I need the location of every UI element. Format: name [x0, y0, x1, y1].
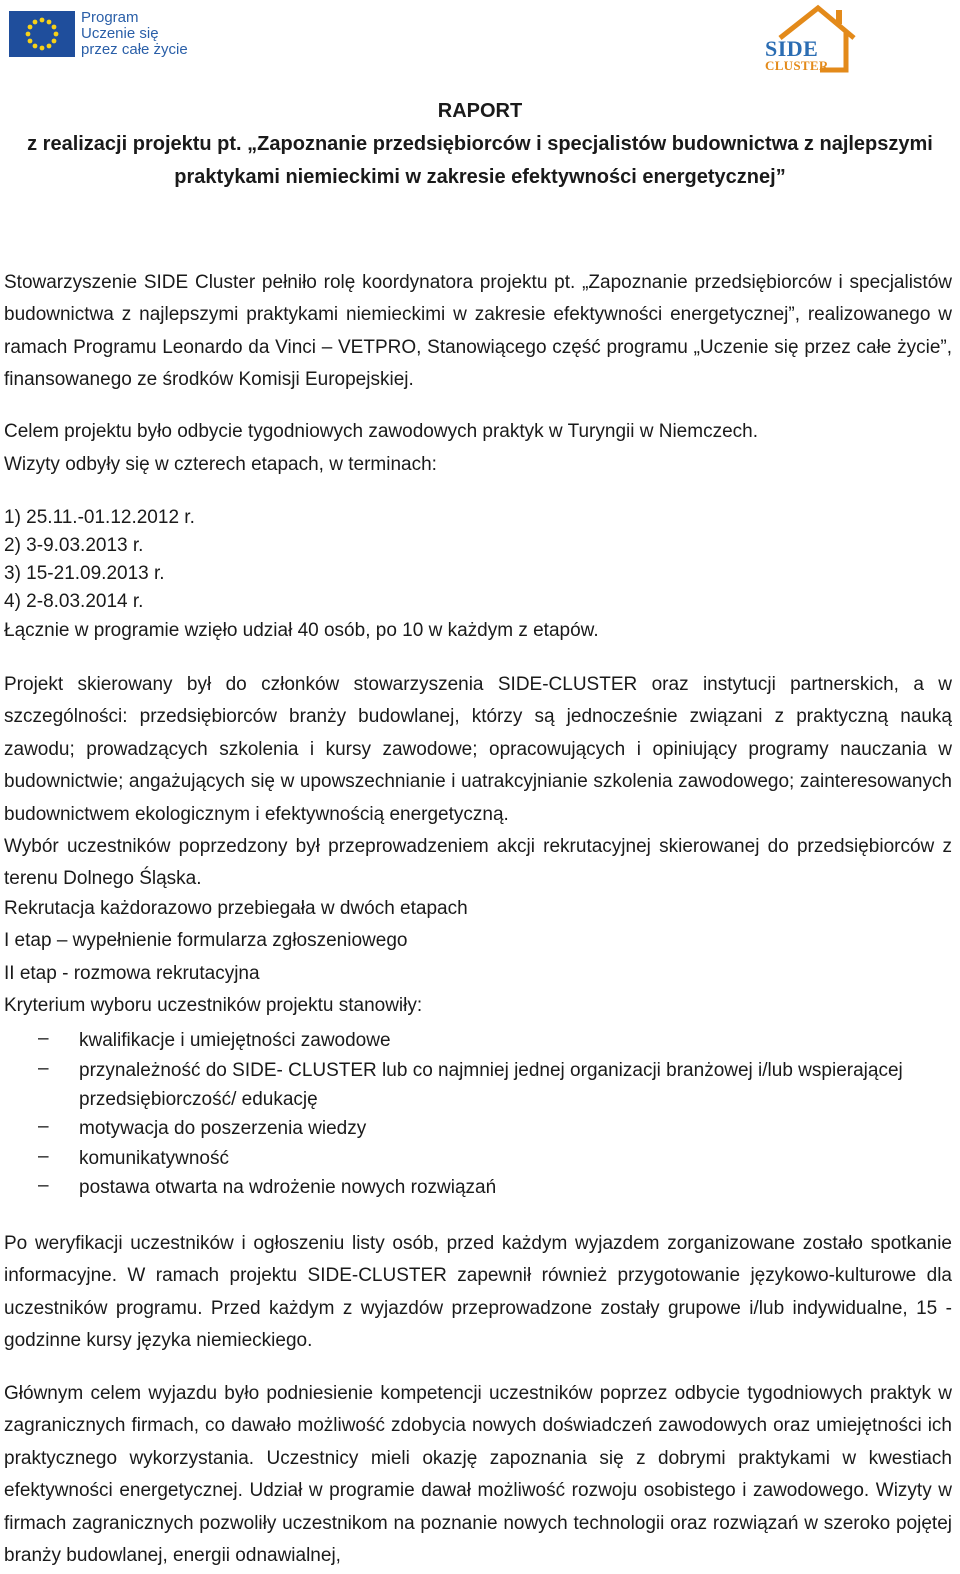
criteria-item-1: kwalifikacje i umiejętności zawodowe [79, 1030, 391, 1051]
date-item-1: 1) 25.11.-01.12.2012 r. [4, 507, 195, 528]
recruitment-stages: Rekrutacja każdorazowo przebiegała w dwóch etapach [4, 898, 468, 919]
side-logo-word: SIDE [765, 36, 819, 61]
criteria-item-4: komunikatywność [79, 1148, 229, 1169]
participants-total: Łącznie w programie wzięło udział 40 osób, po 10 w każdym z etapów. [4, 620, 599, 641]
main-goal-paragraph: Głównym celem wyjazdu było podniesienie kompetencji uczestników poprzez odbycie tygodniowych praktyk w zagranicznych firmach, co dawało możliwość zdobycia nowych doświadczeń zawodowych oraz umiejętności ich praktycznego wykorzystania. Uczestnicy mieli okazję zapoznania się z dobrymi praktykami w kwestiach efektywności energetycznej. Udział w programie dawał możliwość rozwoju osobistego i zawodowego. Wizyty w firmach zagranicznych pozwoliły uczestnikom na poznanie nowych technologii oraz rozwiązań w szeroko pojętej branży budowlanej, energii odnawialnej, [4, 1383, 952, 1567]
preparation-paragraph: Po weryfikacji uczestników i ogłoszeniu listy osób, przed każdym wyjazdem zorganizowane zostało spotkanie informacyjne. W ramach projektu SIDE-CLUSTER zapewnił również przygotowanie językowo-kulturowe dla uczestników programu. Przed każdym z wyjazdów przeprowadzone zostały grupowe i/lub indywidualne, 15 -godzinne kursy języka niemieckiego. [4, 1233, 952, 1352]
eu-programme-logo [9, 10, 188, 58]
recruitment-paragraph: Wybór uczestników poprzedzony był przeprowadzeniem akcji rekrutacyjnej skierowanej do przedsiębiorców z terenu Dolnego Śląska. [4, 836, 952, 890]
criteria-item-5: postawa otwarta na wdrożenie nowych rozwiązań [79, 1177, 497, 1198]
recruitment-stage-1: I etap – wypełnienie formularza zgłoszeniowego [4, 930, 408, 951]
date-item-4: 4) 2-8.03.2014 r. [4, 591, 144, 612]
eu-logo-line3: przez całe życie [81, 41, 188, 58]
side-cluster-logo [758, 2, 858, 74]
report-subtitle-line1: z realizacji projektu pt. „Zapoznanie przedsiębiorców i specjalistów budownictwa z najlepszymi [27, 133, 933, 155]
list-bullet: – [38, 1175, 49, 1196]
date-item-2: 2) 3-9.03.2013 r. [4, 535, 144, 556]
intro-paragraph: Stowarzyszenie SIDE Cluster pełniło rolę koordynatora projektu pt. „Zapoznanie przedsiębiorców i specjalistów budownictwa z najlepszymi praktykami niemieckimi w zakresie efektywności energetycznej”, realizowanego w ramach Programu Leonardo da Vinci – VETPRO, Stanowiącego część programu „Uczenie się przez całe życie”, finansowanego ze środków Komisji Europejskiej. [4, 272, 952, 391]
cluster-logo-word: CLUSTER [765, 58, 829, 73]
recruitment-stage-2: II etap - rozmowa rekrutacyjna [4, 963, 260, 984]
list-bullet: – [38, 1146, 49, 1167]
report-title: RAPORT [437, 100, 523, 122]
visits-sentence: Wizyty odbyły się w czterech etapach, w terminach: [4, 454, 437, 475]
target-group-paragraph: Projekt skierowany był do członków stowarzyszenia SIDE-CLUSTER oraz instytucji partnerskich, a w szczególności: przedsiębiorców branży budowlanej, którzy są jednocześnie związani z praktyczną nauką zawodu; prowadzących szkolenia i kursy zawodowe; opracowujących i opiniujący programy nauczania w budownictwie; angażujących się w upowszechnianie i uatrakcyjnianie szkolenia zawodowego; zainteresowanych budownictwem ekologicznym i efektywnością energetyczną. [4, 674, 952, 825]
eu-flag-icon [9, 11, 75, 57]
criteria-item-2: przynależność do SIDE- CLUSTER lub co najmniej jednej organizacji branżowej i/lub wspierającej przedsiębiorczość/ edukację [79, 1060, 903, 1110]
date-item-3: 3) 15-21.09.2013 r. [4, 563, 165, 584]
list-bullet: – [38, 1116, 49, 1137]
criteria-heading: Kryterium wyboru uczestników projektu stanowiły: [4, 995, 423, 1016]
eu-logo-line2: Uczenie się [81, 25, 159, 42]
eu-logo-line1: Program [81, 9, 139, 26]
eu-logo-text [81, 10, 188, 58]
list-bullet: – [38, 1028, 49, 1049]
report-subtitle-line2: praktykami niemieckimi w zakresie efektywności energetycznej” [174, 166, 786, 188]
goal-sentence: Celem projektu było odbycie tygodniowych zawodowych praktyk w Turyngii w Niemczech. [4, 421, 758, 442]
criteria-item-3: motywacja do poszerzenia wiedzy [79, 1118, 367, 1139]
list-bullet: – [38, 1058, 49, 1079]
